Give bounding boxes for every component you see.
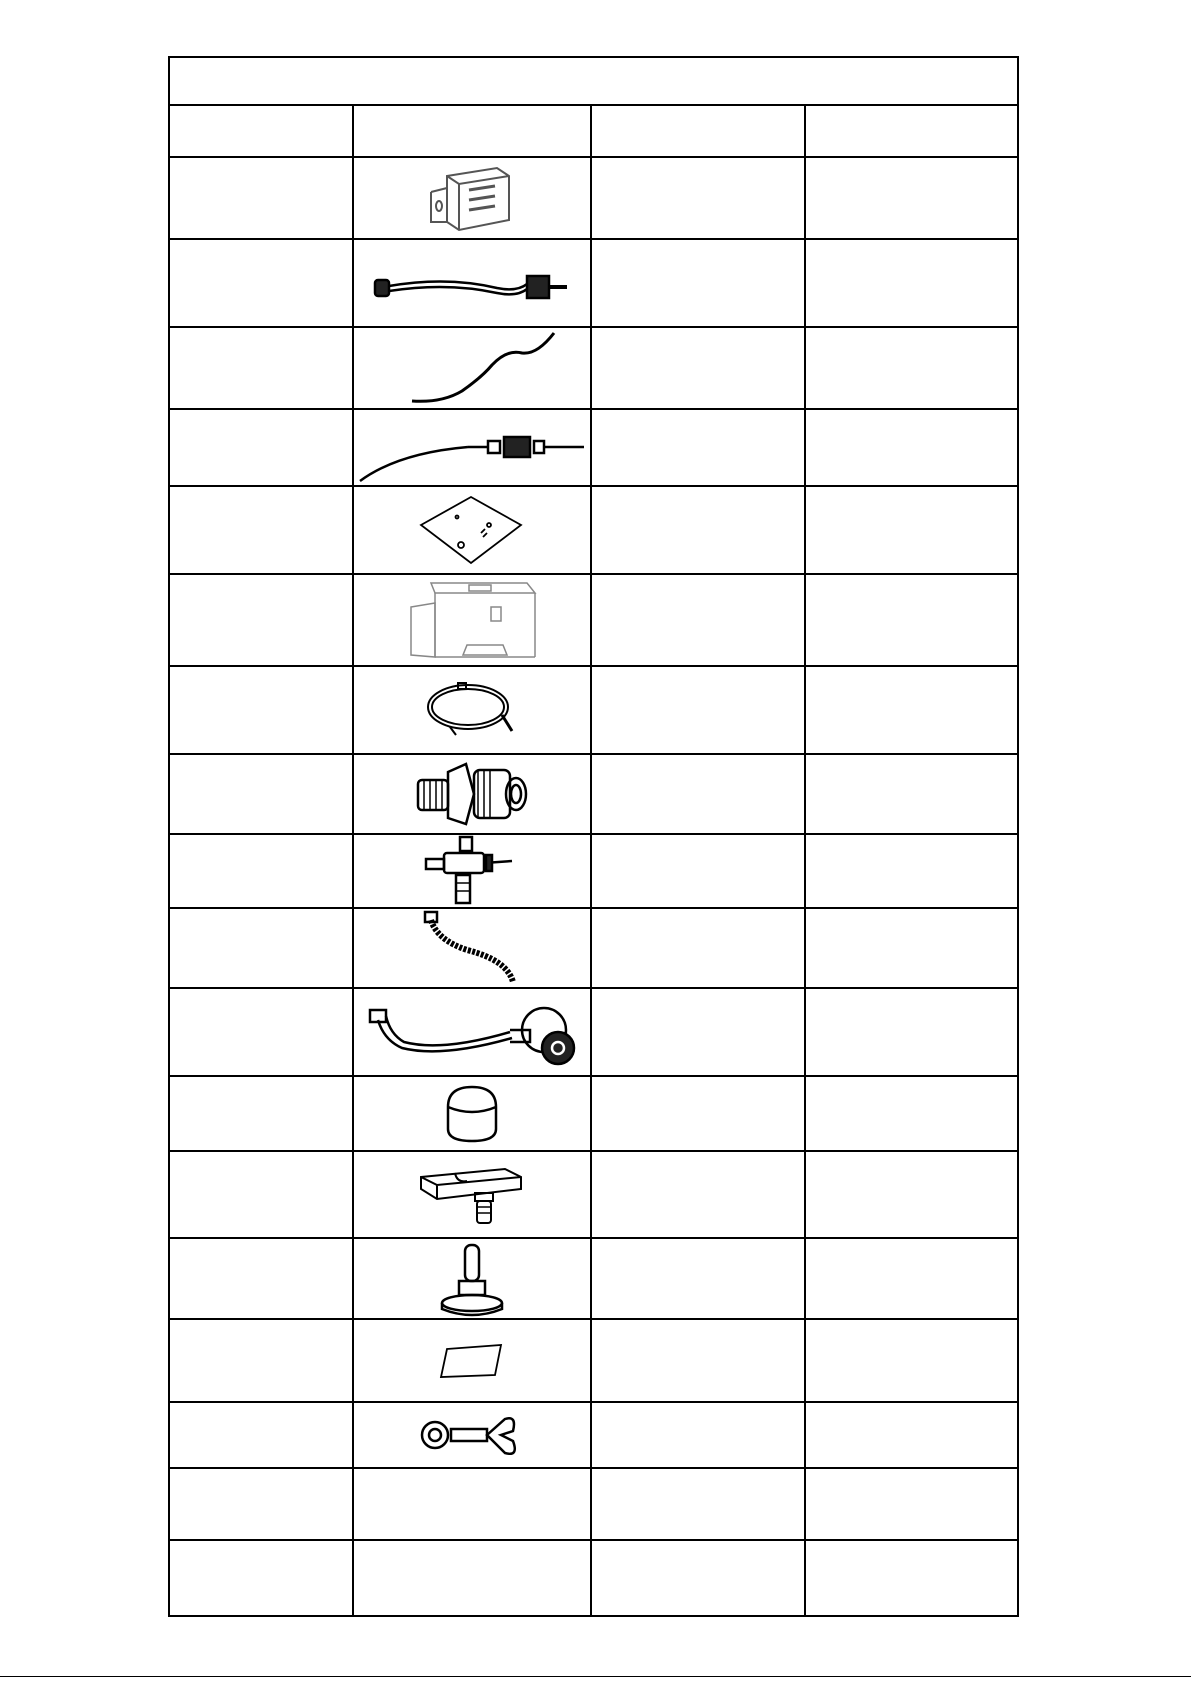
ignition-wire-icon	[354, 328, 590, 408]
igniter-module-icon	[354, 1152, 590, 1237]
control-knob-icon	[354, 1077, 590, 1150]
hose-regulator-icon	[354, 989, 590, 1075]
cabinet-base-icon	[354, 575, 590, 665]
mounting-bracket-icon	[354, 158, 590, 238]
thermocouple-icon	[354, 240, 590, 326]
burner-ring-icon	[354, 667, 590, 753]
page-bottom-rule	[0, 1676, 1191, 1677]
wing-bolt-icon	[354, 1403, 590, 1467]
parts-list-table	[168, 56, 1019, 1617]
flare-fitting-icon	[354, 755, 590, 833]
electrode-wire-icon	[354, 410, 590, 485]
cover-sheet-icon	[354, 1320, 590, 1401]
leveling-foot-icon	[354, 1239, 590, 1318]
flex-gas-line-icon	[354, 909, 590, 987]
gas-valve-icon	[354, 835, 590, 907]
mounting-plate-icon	[354, 487, 590, 573]
